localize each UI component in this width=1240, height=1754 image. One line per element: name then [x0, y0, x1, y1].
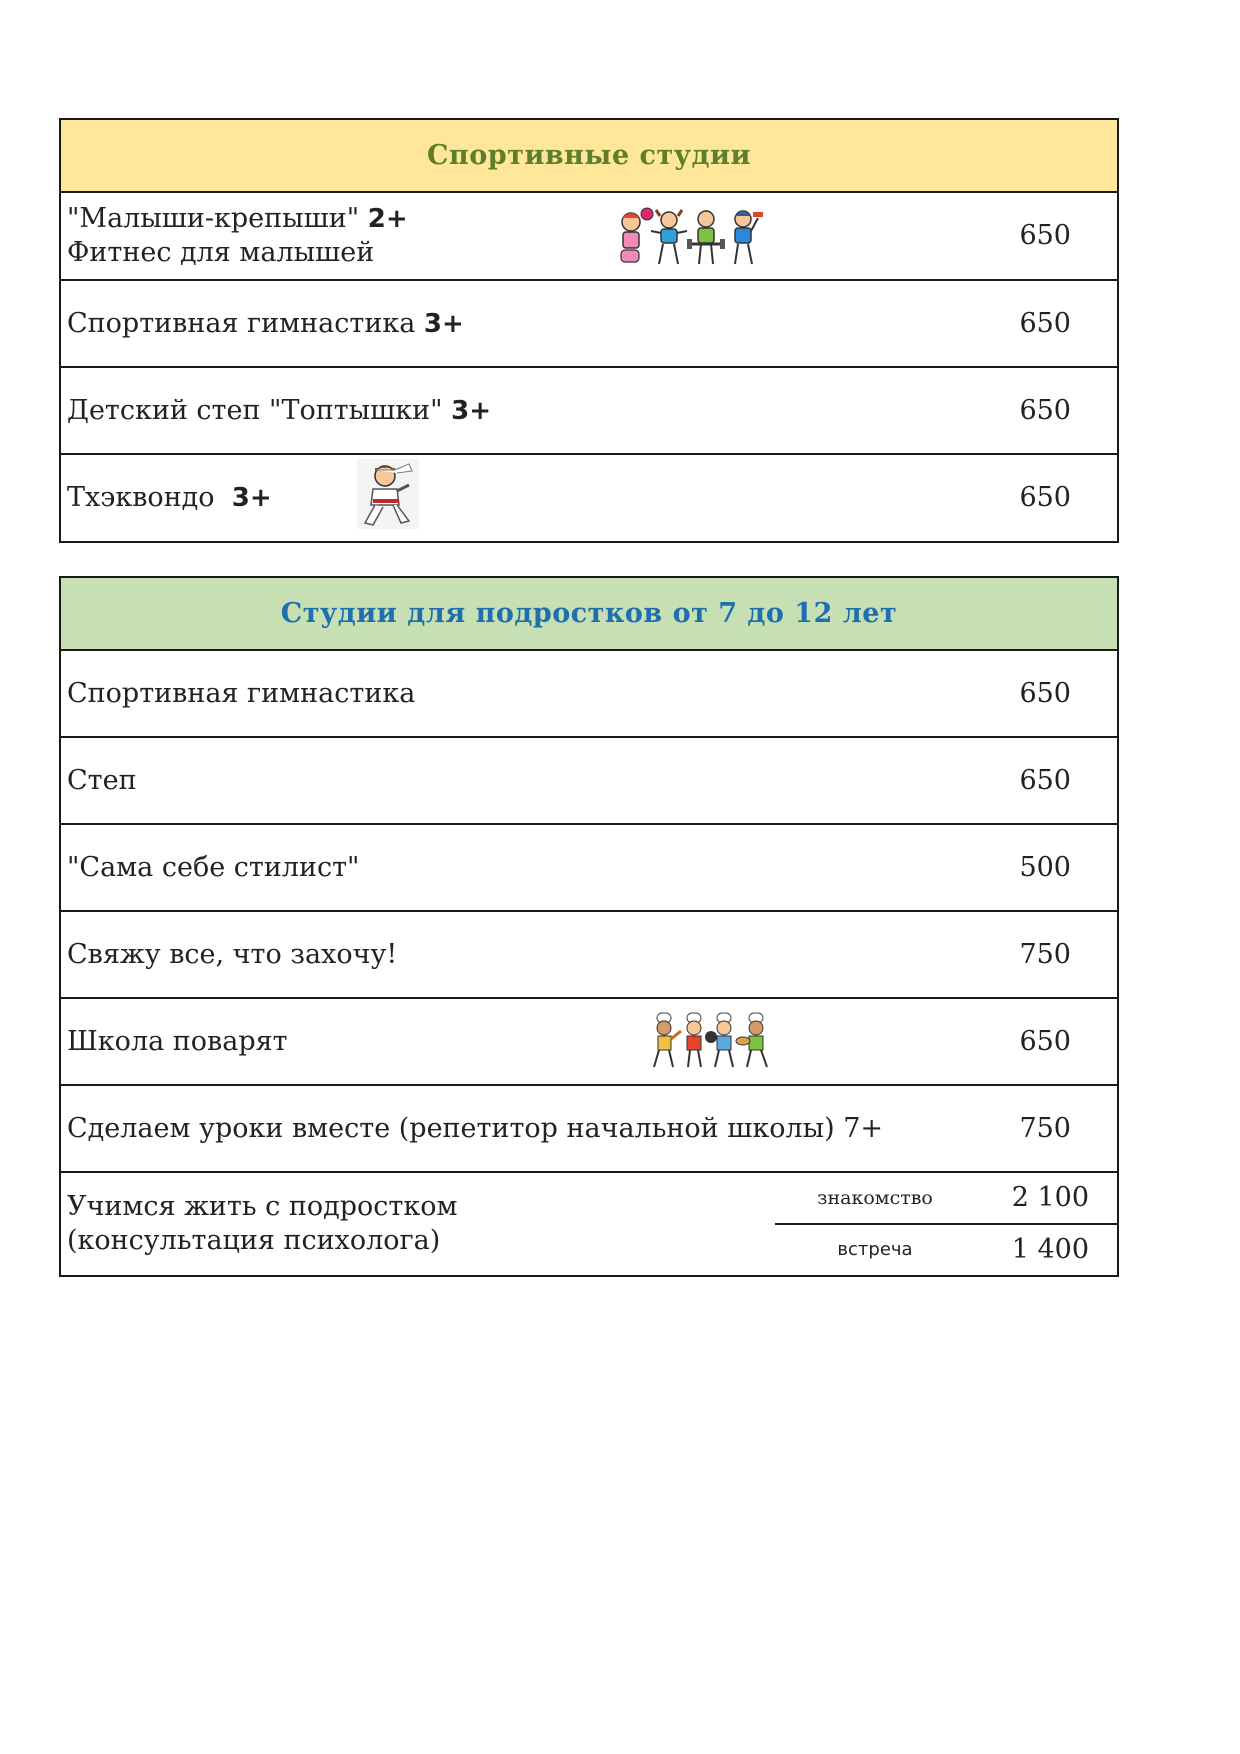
- option-price: 1 400: [1011, 1234, 1089, 1265]
- row-name: "Малыши-крепыши" 2+ Фитнес для малышей: [67, 203, 408, 268]
- table-row: [61, 281, 1117, 368]
- kids-fitness-icon: [611, 206, 771, 268]
- price: 650: [1019, 677, 1071, 709]
- price-option: [775, 1225, 1119, 1275]
- row-name: Свяжу все, что захочу!: [67, 938, 398, 970]
- age-badge: 3+: [451, 395, 492, 426]
- option-label: встреча: [837, 1239, 913, 1260]
- row-name: "Сама себе стилист": [67, 851, 360, 883]
- table-row: [61, 1086, 1117, 1173]
- teen-studios-title: Студии для подростков от 7 до 12 лет: [61, 578, 1117, 651]
- table-row: [61, 999, 1117, 1086]
- teen-studios-table: [59, 576, 1119, 1277]
- price: 650: [1019, 1025, 1071, 1057]
- option-label: знакомство: [817, 1187, 933, 1209]
- price: 750: [1019, 1112, 1071, 1144]
- row-name: Детский степ "Топтышки" 3+: [67, 394, 492, 426]
- row-name: Школа поварят: [67, 1025, 288, 1057]
- table-row: [61, 912, 1117, 999]
- row-name: Спортивная гимнастика 3+: [67, 307, 464, 339]
- price: 650: [1019, 482, 1071, 513]
- price-option: [775, 1173, 1119, 1225]
- table-row: [61, 193, 1117, 281]
- table-row: [61, 738, 1117, 825]
- age-badge: 3+: [423, 308, 464, 339]
- age-badge: 3+: [231, 483, 272, 513]
- table-row: [61, 455, 1117, 541]
- row-name: Сделаем уроки вместе (репетитор начальной школы) 7+: [67, 1112, 884, 1144]
- price: 500: [1019, 851, 1071, 883]
- price: 650: [1019, 764, 1071, 796]
- age-badge: 2+: [367, 204, 408, 234]
- table-row: [61, 825, 1117, 912]
- sport-studios-table: [59, 118, 1119, 543]
- row-name: Спортивная гимнастика: [67, 677, 416, 709]
- price: 750: [1019, 938, 1071, 970]
- row-name: Учимся жить с подростком (консультация психолога): [67, 1191, 458, 1256]
- price: 650: [1019, 220, 1071, 251]
- table-row: [61, 368, 1117, 455]
- sport-studios-title: Спортивные студии: [61, 120, 1117, 193]
- row-name: Тхэквондо 3+: [67, 482, 272, 513]
- table-row: [61, 651, 1117, 738]
- table-row-psychologist: [61, 1173, 1117, 1275]
- price: 650: [1019, 307, 1071, 339]
- taekwondo-kid-icon: [357, 459, 419, 529]
- row-name: Степ: [67, 764, 137, 796]
- price: 650: [1019, 394, 1071, 426]
- option-price: 2 100: [1011, 1182, 1089, 1213]
- kid-chefs-icon: [651, 1011, 779, 1073]
